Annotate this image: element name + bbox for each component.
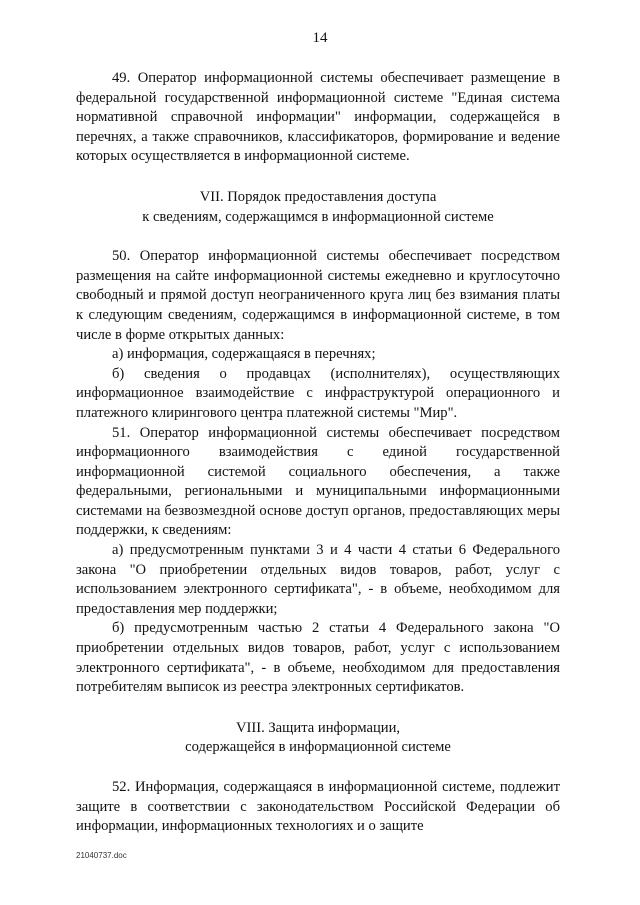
section-heading-viii-line1: VIII. Защита информации, xyxy=(235,719,401,736)
paragraph-50-b: б) сведения о продавцах (исполнителях), осуществляющих информационное взаимодействие с инфраструктурой операционного и платежного клирингового центра платежной системы "Мир". xyxy=(76,365,560,421)
paragraph-50-a: а) информация, содержащаяся в перечнях; xyxy=(112,346,376,363)
paragraph-50: 50. Оператор информационной системы обеспечивает посредством размещения на сайте информационной системы ежедневно и круглосуточно свободный и прямой доступ неограниченного круга лиц без взимания платы к следующим сведениям, содержащимся в информационной системе, в том числе в форме открытых данных: xyxy=(76,248,560,343)
section-heading-vii-line2: к сведениям, содержащимся в информационной системе xyxy=(142,208,494,225)
paragraph-49: 49. Оператор информационной системы обеспечивает размещение в федеральной государственной информационной системе "Единая система нормативной справочной информации" информации, содержащейся в перечнях, а также справочников, классификаторов, формирование и ведение которых осуществляется в информационной системе. xyxy=(76,70,560,165)
paragraph-51-b: б) предусмотренным частью 2 статьи 4 Федерального закона "О приобретении отдельных видов товаров, работ, услуг с использованием электронного сертификата", - в объеме, необходимом для предоставления потребителям выписок из реестра электронных сертификатов. xyxy=(76,620,560,696)
paragraph-52: 52. Информация, содержащаяся в информационной системе, подлежит защите в соответствии с законодательством Российской Федерации об информации, информационных технологиях и о защите xyxy=(76,779,560,835)
document-body xyxy=(76,69,560,837)
section-heading-vii-line1: VII. Порядок предоставления доступа xyxy=(199,188,437,205)
paragraph-51: 51. Оператор информационной системы обеспечивает посредством информационного взаимодействия с единой государственной информационной системой социального обеспечения, а также федеральными, региональными и муниципальными информационными системами на безвозмездной основе доступ органов, предоставляющих меры поддержки, к сведениям: xyxy=(76,424,560,539)
document-filename-footer: 21040737.doc xyxy=(76,851,127,860)
section-heading-viii xyxy=(76,719,560,758)
section-heading-vii xyxy=(76,188,560,227)
section-heading-viii-line2: содержащейся в информационной системе xyxy=(185,739,451,756)
page-number: 14 xyxy=(312,30,328,46)
paragraph-51-a: а) предусмотренным пунктами 3 и 4 части 4 статьи 6 Федерального закона "О приобретении отдельных видов товаров, работ, услуг с использованием электронного сертификата", - в объеме, необходимом для предоставления мер поддержки; xyxy=(76,542,560,617)
